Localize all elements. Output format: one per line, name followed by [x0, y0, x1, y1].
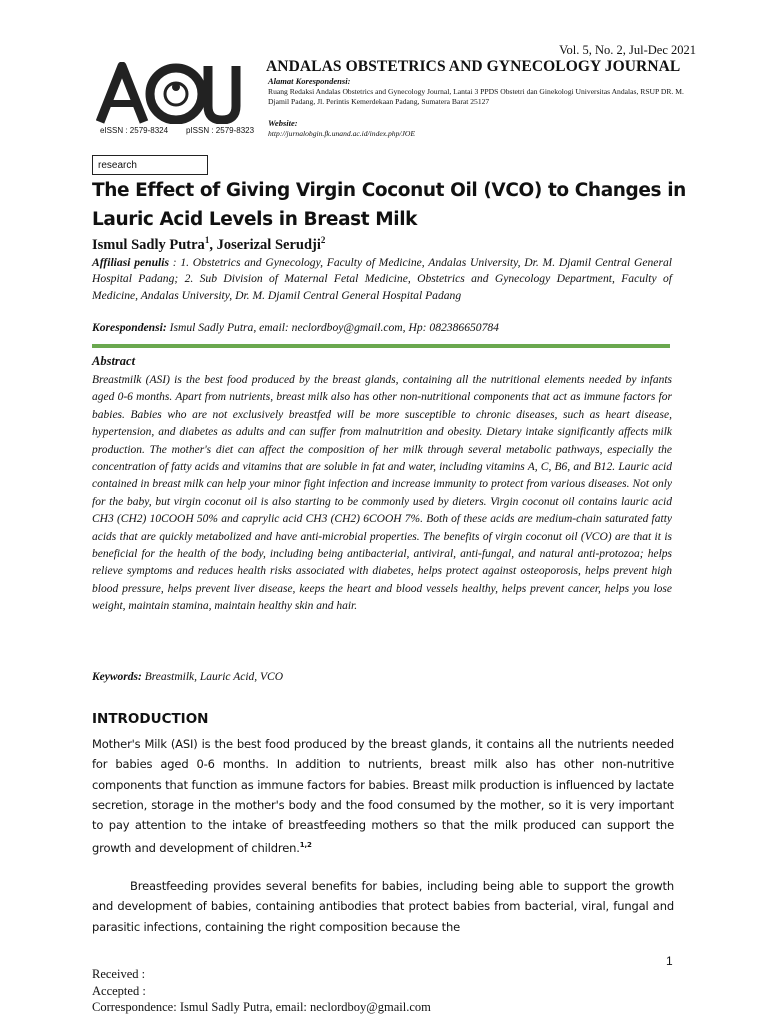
abstract-body: Breastmilk (ASI) is the best food produced by the breast glands, containing all the nutritional elements needed by infants aged 0-6 months. Apart from nutrients, breast milk also has other non-nutritional components that act as immune factors for babies. Babies who are not exclusively breastfed will be more susceptible to chronic diseases, such as heart disease, hypertension, and diabetes as adults and can suffer from malnutrition and obesity. Dietary intake significantly affects milk production. The mother's diet can affect the composition of her milk through several metabolic pathways, especially the concentration of fatty acids and vitamins that are soluble in fat and water, including vitamins A, C, B6, and B12. Lauric acid contained in breast milk can help your minor fight infection and increase immunity to protect from various diseases. Not only for the baby, but virgin coconut oil is also starting to be commonly used by dieters. Virgin coconut oil contains lauric acid CH3 (CH2) 10COOH 50% and caprylic acid CH3 (CH2) 6COOH 7%. Both of these acids are medium-chain saturated fatty acids that are quickly metabolized and have anti-microbial properties. The benefits of virgin coconut oil (VCO) are that it is beneficial for the health of the body, including being antibacterial, antiviral, anti-fungal, and natural anti-protozoa; helps relieve symptoms and reduces health risks associated with diabetes, helps protect against osteoporosis, helps prevent high blood pressure, helps prevent liver disease, keeps the heart and blood vessels healthy, helps prevent cancer, helps you lose weight, maintain stamina, maintain healthy skin and hair.	[92, 374, 672, 613]
keywords	[92, 671, 283, 683]
paragraph-text: Mother's Milk (ASI) is the best food produced by the breast glands, it contains all the nutrients needed for babies aged 0-6 months. In addition to nutrients, breast milk also has other non-nutritive components that function as immune factors for babies. Breast milk production is influenced by lactate secretion, storage in the mother's body and the food consumed by the mother, so it is very important to pay attention to the intake of breastfeeding mothers so that the milk produced can support the growth and development of children.	[92, 737, 674, 856]
abstract-heading: Abstract	[92, 354, 136, 368]
section-divider	[92, 344, 670, 348]
pissn: pISSN : 2579-8323	[186, 126, 255, 135]
correspondence	[92, 321, 672, 334]
received-date: Received :	[92, 967, 146, 981]
address-text: Ruang Redaksi Andalas Obstetrics and Gynecology Journal, Lantai 3 PPDS Obstetri dan Ginekologi Universitas Andalas, RSUP DR. M. Djamil Padang, Jl. Perintis Kemerdekaan Padang, Sumatera Barat 25127	[268, 87, 684, 106]
keywords-text: Breastmilk, Lauric Acid, VCO	[141, 671, 284, 683]
introduction-heading: INTRODUCTION	[92, 711, 209, 727]
article-title: The Effect of Giving Virgin Coconut Oil (VCO) to Changes in Lauric Acid Levels in Breast Milk	[92, 180, 686, 230]
correspondence-text: Ismul Sadly Putra, email: neclordboy@gmail.com, Hp: 082386650784	[166, 321, 499, 334]
website-link[interactable]: http://jurnalobgin.fk.unand.ac.id/index.php/JOE	[268, 129, 416, 138]
volume-info: Vol. 5, No. 2, Jul-Dec 2021	[559, 43, 696, 57]
introduction-paragraph	[92, 734, 674, 859]
journal-logo	[96, 62, 256, 124]
author-separator: ,	[209, 236, 217, 253]
eissn: eISSN : 2579-8324	[100, 126, 169, 135]
introduction-paragraph: Breastfeeding provides several benefits for babies, including being able to support the growth and development of babies, containing antibodies that protect babies from bacterial, viral, fungal and parasitic infections, containing the right composition because the	[92, 879, 674, 934]
accepted-date: Accepted :	[92, 984, 146, 998]
author-name: Ismul Sadly Putra	[92, 236, 205, 253]
address-label: Alamat Korespondensi:	[268, 76, 351, 86]
footer-correspondence: Correspondence: Ismul Sadly Putra, email: neclordboy@gmail.com	[92, 1000, 431, 1014]
journal-title: ANDALAS OBSTETRICS AND GYNECOLOGY JOURNAL	[266, 58, 681, 75]
author-affiliation-number: 1	[204, 235, 210, 245]
website-label: Website:	[268, 118, 298, 128]
page-number: 1	[666, 954, 673, 968]
keywords-label: Keywords:	[92, 671, 142, 683]
author-list	[92, 235, 325, 254]
affiliation-text: : 1. Obstetrics and Gynecology, Faculty of Medicine, Andalas University, Dr. M. Djamil Central General Hospital Padang; 2. Sub Division of Maternal Fetal Medicine, Obstetrics and Gynecology Department, Faculty of Medicine, Andalas University, Dr. M. Djamil Central General Hospital Padang	[92, 256, 672, 302]
affiliation-label: Affiliasi penulis	[92, 256, 169, 269]
correspondence-label: Korespondensi:	[92, 321, 167, 334]
affiliation	[92, 255, 672, 304]
citation-reference[interactable]: 1,2	[299, 841, 312, 850]
author-name: Joserizal Serudji	[216, 236, 321, 253]
author-affiliation-number: 2	[320, 235, 326, 245]
article-category-tag: research	[92, 155, 208, 175]
